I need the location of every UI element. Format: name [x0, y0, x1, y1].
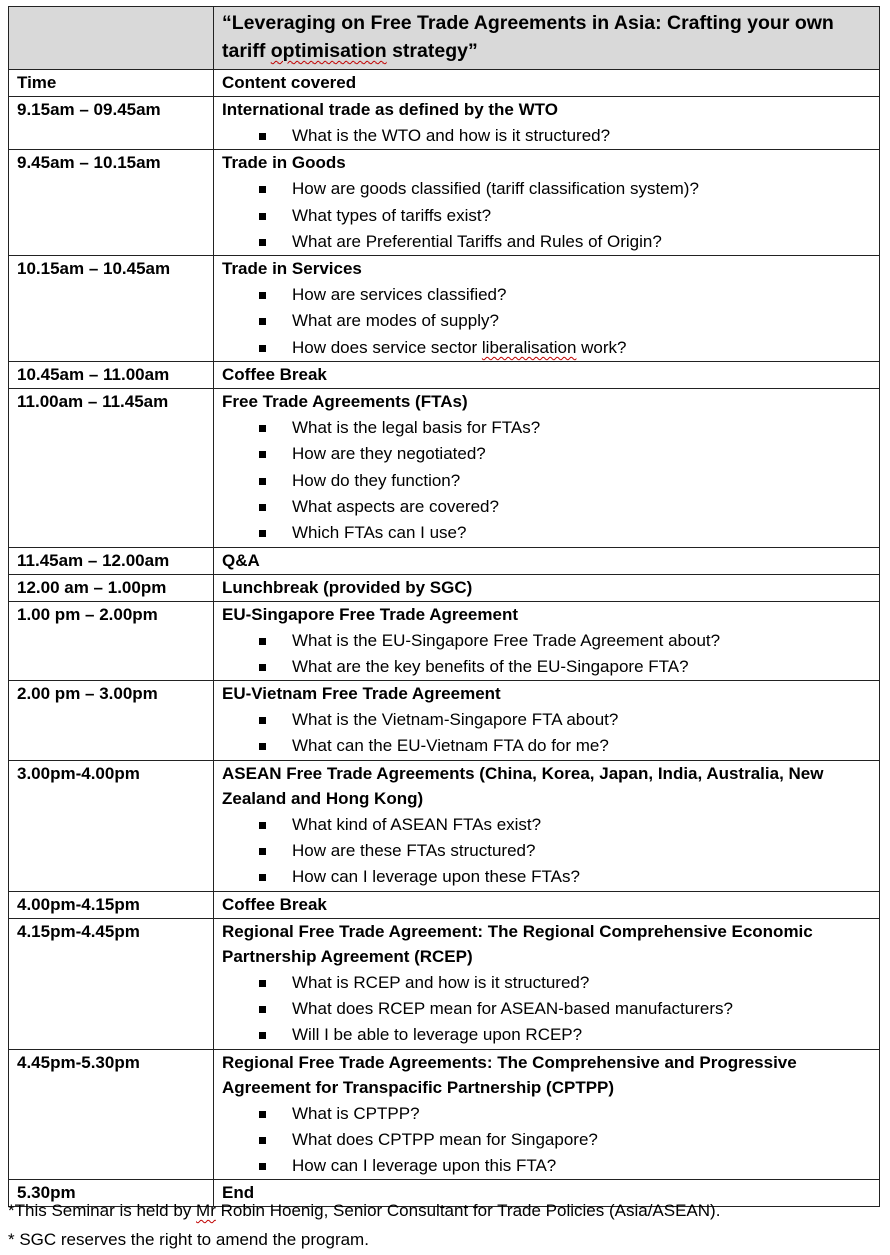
bullet-item: What types of tariffs exist?	[222, 203, 879, 229]
agenda-row	[9, 389, 880, 547]
bullet-item: How are these FTAs structured?	[222, 838, 879, 864]
session-topic: ASEAN Free Trade Agreements (China, Korea, Japan, India, Australia, New Zealand and Hong Kong)	[222, 763, 824, 809]
agenda-row	[9, 256, 880, 362]
session-topic: Coffee Break	[222, 365, 327, 385]
session-topic: Trade in Services	[222, 259, 362, 279]
session-content	[214, 891, 880, 918]
agenda-row	[9, 574, 880, 601]
bullet-item: What is RCEP and how is it structured?	[222, 970, 879, 996]
session-topic: Lunchbreak (provided by SGC)	[222, 577, 473, 597]
agenda-row	[9, 97, 880, 150]
column-header-row	[9, 70, 880, 97]
session-time: 4.45pm-5.30pm	[9, 1049, 214, 1180]
agenda-row	[9, 547, 880, 574]
agenda-row	[9, 918, 880, 1049]
time-header: Time	[9, 70, 214, 97]
bullet-item: How are goods classified (tariff classification system)?	[222, 176, 879, 202]
session-time: 1.00 pm – 2.00pm	[9, 601, 214, 681]
agenda-row	[9, 362, 880, 389]
footnote-presenter: *This Seminar is held by Mr Robin Hoenig, Senior Consultant for Trade Policies (Asia/ASEAN).	[8, 1201, 721, 1220]
bullet-item: What is the legal basis for FTAs?	[222, 415, 879, 441]
session-topic: Regional Free Trade Agreement: The Regional Comprehensive Economic Partnership Agreement (RCEP)	[222, 921, 813, 967]
bullet-item: What is the Vietnam-Singapore FTA about?	[222, 707, 879, 733]
session-bullets	[222, 707, 879, 760]
bullet-item: What kind of ASEAN FTAs exist?	[222, 812, 879, 838]
footnotes	[8, 1196, 880, 1254]
title-row	[9, 7, 880, 70]
seminar-title: “Leveraging on Free Trade Agreements in Asia: Crafting your own tariff optimisation strategy”	[214, 7, 880, 70]
bullet-item: How can I leverage upon this FTA?	[222, 1153, 879, 1179]
session-topic: Trade in Goods	[222, 153, 346, 173]
session-content	[214, 256, 880, 362]
spellcheck-mark: optimisation	[270, 40, 387, 62]
bullet-item: What are modes of supply?	[222, 308, 879, 334]
session-topic: Coffee Break	[222, 894, 327, 914]
session-topic: EU-Singapore Free Trade Agreement	[222, 604, 519, 624]
session-bullets	[222, 628, 879, 681]
agenda-table	[8, 6, 880, 1207]
session-content	[214, 601, 880, 681]
session-topic: Regional Free Trade Agreements: The Comprehensive and Progressive Agreement for Transpacific Partnership (CPTPP)	[222, 1052, 797, 1098]
bullet-item: How do they function?	[222, 468, 879, 494]
bullet-item: What is CPTPP?	[222, 1101, 879, 1127]
session-bullets	[222, 812, 879, 891]
agenda-row	[9, 1049, 880, 1180]
agenda-row	[9, 681, 880, 761]
session-bullets	[222, 176, 879, 255]
session-topic: EU-Vietnam Free Trade Agreement	[222, 684, 501, 704]
session-time: 11.45am – 12.00am	[9, 547, 214, 574]
session-content	[214, 681, 880, 761]
bullet-item: How can I leverage upon these FTAs?	[222, 864, 879, 890]
session-content	[214, 574, 880, 601]
bullet-item: What does RCEP mean for ASEAN-based manufacturers?	[222, 996, 879, 1022]
session-time: 3.00pm-4.00pm	[9, 760, 214, 891]
session-time: 9.15am – 09.45am	[9, 97, 214, 150]
session-content	[214, 547, 880, 574]
bullet-item: What are Preferential Tariffs and Rules of Origin?	[222, 229, 879, 255]
session-content	[214, 760, 880, 891]
bullet-item: How are services classified?	[222, 282, 879, 308]
footnote-amend: * SGC reserves the right to amend the program.	[8, 1230, 369, 1249]
bullet-item: What does CPTPP mean for Singapore?	[222, 1127, 879, 1153]
title-blank-cell	[9, 7, 214, 70]
bullet-item: What is the EU-Singapore Free Trade Agreement about?	[222, 628, 879, 654]
session-time: 10.15am – 10.45am	[9, 256, 214, 362]
session-topic: Q&A	[222, 550, 260, 570]
agenda-row	[9, 760, 880, 891]
session-content	[214, 97, 880, 150]
content-header: Content covered	[214, 70, 880, 97]
session-content	[214, 389, 880, 547]
spellcheck-mark: liberalisation	[481, 337, 577, 357]
session-bullets	[222, 282, 879, 361]
session-content	[214, 362, 880, 389]
session-time: 9.45am – 10.15am	[9, 150, 214, 256]
bullet-item: What are the key benefits of the EU-Singapore FTA?	[222, 654, 879, 680]
session-time: 2.00 pm – 3.00pm	[9, 681, 214, 761]
session-time: 4.00pm-4.15pm	[9, 891, 214, 918]
bullet-item: What aspects are covered?	[222, 494, 879, 520]
session-time: 11.00am – 11.45am	[9, 389, 214, 547]
bullet-item: Will I be able to leverage upon RCEP?	[222, 1022, 879, 1048]
agenda-document	[8, 6, 880, 1207]
session-time: 5.30pm	[9, 1180, 214, 1207]
session-bullets	[222, 123, 879, 149]
session-bullets	[222, 970, 879, 1049]
session-bullets	[222, 415, 879, 546]
spellcheck-mark: Mr	[196, 1201, 216, 1220]
session-topic: Free Trade Agreements (FTAs)	[222, 392, 468, 412]
agenda-row	[9, 150, 880, 256]
session-topic: End	[222, 1183, 255, 1203]
session-time: 12.00 am – 1.00pm	[9, 574, 214, 601]
session-content	[214, 1049, 880, 1180]
session-topic: International trade as defined by the WTO	[222, 100, 558, 119]
bullet-item: What can the EU-Vietnam FTA do for me?	[222, 733, 879, 759]
bullet-item: Which FTAs can I use?	[222, 520, 879, 546]
session-content	[214, 918, 880, 1049]
session-time: 10.45am – 11.00am	[9, 362, 214, 389]
bullet-item: How are they negotiated?	[222, 441, 879, 467]
agenda-row	[9, 601, 880, 681]
session-content	[214, 150, 880, 256]
session-bullets	[222, 1101, 879, 1180]
bullet-item: What is the WTO and how is it structured?	[222, 123, 879, 149]
agenda-row	[9, 891, 880, 918]
bullet-item: How does service sector liberalisation work?	[222, 335, 879, 361]
session-time: 4.15pm-4.45pm	[9, 918, 214, 1049]
